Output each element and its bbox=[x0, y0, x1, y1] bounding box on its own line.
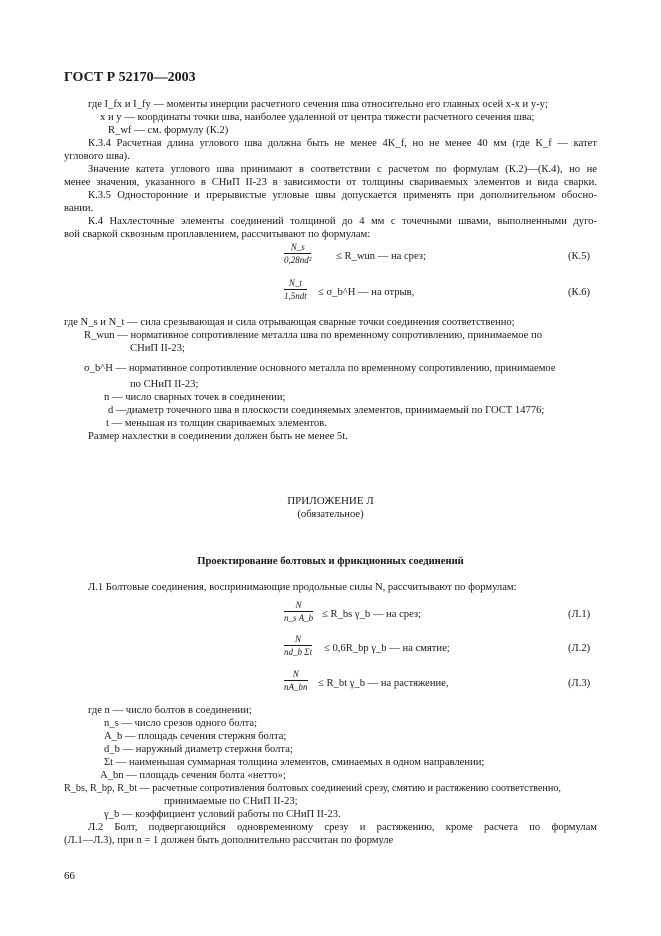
formula-condition: ≤ 0,6R_bp γ_b — на смятие; bbox=[324, 643, 450, 654]
text-line: x и y — координаты точки шва, наиболее удаленной от центра тяжести расчетного сечения шва; bbox=[100, 112, 535, 123]
text-line: менее значения, указанного в СНиП II-23 в зависимости от толщины свариваемых элементов и вида сварки. bbox=[64, 177, 597, 188]
formula-denominator: nA_bn bbox=[284, 682, 308, 692]
text-line: по СНиП II-23; bbox=[130, 379, 199, 390]
formula-numerator: N bbox=[284, 634, 312, 646]
text-line: К.3.4 Расчетная длина углового шва должна быть не менее 4K_f, но не менее 40 мм (где K_f — катет bbox=[88, 138, 597, 149]
equation-number: (К.5) bbox=[568, 251, 591, 262]
text-line: К.4 Нахлесточные элементы соединений толщиной до 4 мм с точечными швами, выполненными дуго- bbox=[88, 216, 597, 227]
equation-number: (Л.1) bbox=[568, 609, 591, 620]
section-heading: Проектирование болтовых и фрикционных соединений bbox=[197, 556, 464, 567]
text-line: СНиП II-23; bbox=[130, 343, 185, 354]
formula-condition: ≤ R_bt γ_b — на растяжение, bbox=[318, 678, 449, 689]
text-line: A_bn — площадь сечения болта «нетто»; bbox=[100, 770, 286, 781]
formula-numerator: N_s bbox=[284, 242, 311, 254]
text-line: где N_s и N_t — сила срезывающая и сила отрывающая сварные точки соединения соответственно; bbox=[64, 317, 515, 328]
text-line: d —диаметр точечного шва в плоскости соединяемых элементов, принимаемый по ГОСТ 14776; bbox=[108, 405, 545, 416]
formula-numerator: N bbox=[284, 600, 313, 612]
standard-header: ГОСТ Р 52170—2003 bbox=[64, 70, 196, 85]
text-line: где I_fx и I_fy — моменты инерции расчетного сечения шва относительно его главных осей x-x и y-y; bbox=[88, 99, 548, 110]
formula-numerator: N_t bbox=[284, 278, 307, 290]
equation-number: (К.6) bbox=[568, 287, 591, 298]
text-line: Л.1 Болтовые соединения, воспринимающие продольные силы N, рассчитывают по формулам: bbox=[88, 582, 517, 593]
formula-condition: ≤ R_bs γ_b — на срез; bbox=[322, 609, 422, 620]
formula-fraction bbox=[284, 278, 307, 301]
text-line: σ_b^H — нормативное сопротивление основного металла по временному сопротивлению, принимаемое bbox=[84, 363, 556, 374]
text-line: R_wf — см. формулу (К.2) bbox=[108, 125, 229, 136]
formula-fraction bbox=[284, 242, 311, 265]
text-line: вой сваркой сквозным проплавлением, рассчитывают по формулам: bbox=[64, 229, 371, 240]
text-line: К.3.5 Односторонние и прерывистые угловые швы допускается применять при дополнительном обосно- bbox=[88, 190, 597, 201]
text-line: γ_b — коэффициент условий работы по СНиП II-23. bbox=[104, 809, 341, 820]
formula-denominator: nd_b Σt bbox=[284, 647, 313, 657]
formula-condition: ≤ R_wun — на срез; bbox=[336, 251, 426, 262]
text-line: Размер нахлестки в соединении должен быть не менее 5t. bbox=[88, 431, 348, 442]
formula-fraction bbox=[284, 600, 313, 623]
text-line: d_b — наружный диаметр стержня болта; bbox=[104, 744, 293, 755]
text-line: R_wun — нормативное сопротивление металла шва по временному сопротивлению, принимаемое по bbox=[84, 330, 543, 341]
text-line: (Л.1—Л.3), при n = 1 должен быть дополнительно рассчитан по формуле bbox=[64, 835, 394, 846]
formula-denominator: 0,28nd² bbox=[284, 255, 312, 265]
formula-fraction bbox=[284, 669, 308, 692]
text-line: R_bs, R_bp, R_bt — расчетные сопротивления болтовых соединений срезу, смятию и растяжению соответственно, bbox=[64, 783, 561, 794]
text-line: n — число сварных точек в соединении; bbox=[104, 392, 286, 403]
formula-condition: ≤ σ_b^H — на отрыв, bbox=[318, 287, 415, 298]
text-line: Л.2 Болт, подвергающийся одновременному срезу и растяжению, кроме расчета по формулам bbox=[88, 822, 597, 833]
text-line: принимаемые по СНиП II-23; bbox=[164, 796, 298, 807]
text-line: A_b — площадь сечения стержня болта; bbox=[104, 731, 287, 742]
text-line: вании. bbox=[64, 203, 94, 214]
text-line: n_s — число срезов одного болта; bbox=[104, 718, 258, 729]
text-line: где n — число болтов в соединении; bbox=[88, 705, 252, 716]
appendix-status: (обязательное) bbox=[297, 509, 364, 520]
text-line: t — меньшая из толщин свариваемых элементов. bbox=[106, 418, 327, 429]
formula-numerator: N bbox=[284, 669, 308, 681]
equation-number: (Л.3) bbox=[568, 678, 591, 689]
formula-fraction bbox=[284, 634, 312, 657]
text-line: углового шва). bbox=[64, 151, 130, 162]
page-number: 66 bbox=[64, 870, 75, 882]
text-line: Σt — наименьшая суммарная толщина элементов, сминаемых в одном направлении; bbox=[104, 757, 485, 768]
formula-denominator: n_s A_b bbox=[284, 613, 314, 623]
formula-denominator: 1,5ndt bbox=[284, 291, 307, 301]
text-line: Значение катета углового шва принимают в соответствии с расчетом по формулам (К.2)—(К.4), но не bbox=[88, 164, 597, 175]
equation-number: (Л.2) bbox=[568, 643, 591, 654]
appendix-title: ПРИЛОЖЕНИЕ Л bbox=[287, 495, 374, 507]
